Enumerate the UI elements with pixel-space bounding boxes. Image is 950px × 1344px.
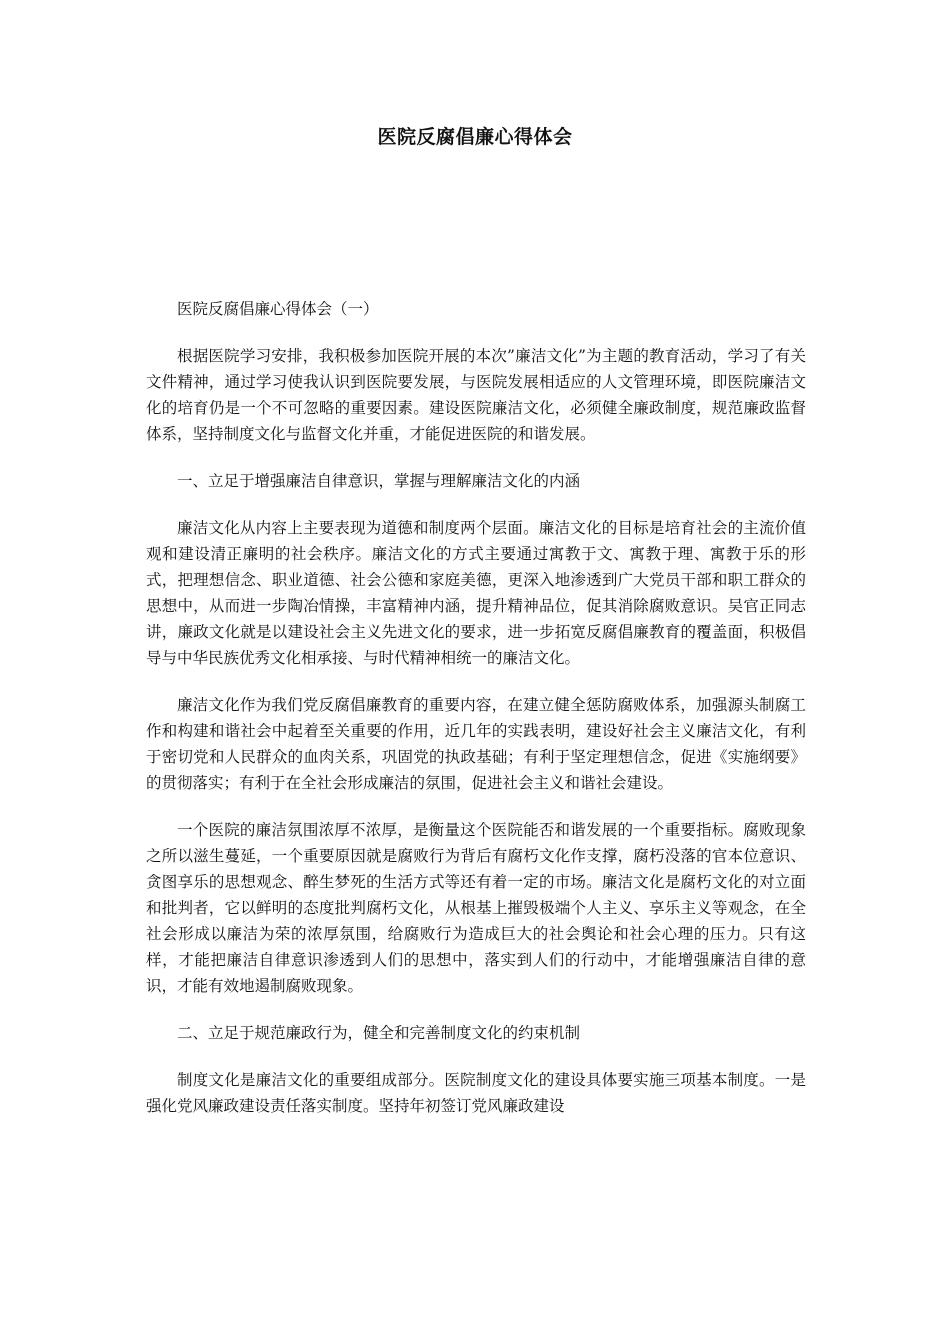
paragraph-intro: 根据医院学习安排，我积极参加医院开展的本次”廉洁文化”为主题的教育活动，学习了有关文件精神，通过学习使我认识到医院要发展，与医院发展相适应的人文管理环境，即医院廉洁文化的培育仍是一个不可忽略的重要因素。建设医院廉洁文化，必须健全廉政制度，规范廉政监督体系，坚持制度文化与监督文化并重，才能促进医院的和谐发展。 [146,347,806,443]
section-heading-two: 二、立足于规范廉政行为，健全和完善制度文化的约束机制 [177,1024,581,1042]
document-title: 医院反腐倡廉心得体会 [377,126,573,148]
paragraph-hospital-atmosphere: 一个医院的廉洁氛围浓厚不浓厚，是衡量这个医院能否和谐发展的一个重要指标。腐败现象之所以滋生蔓延，一个重要原因就是腐败行为背后有腐朽文化作支撑，腐朽没落的官本位意识、贪图享乐的思想观念、醉生梦死的生活方式等还有着一定的市场。廉洁文化是腐朽文化的对立面和批判者，它以鲜明的态度批判腐朽文化，从根基上摧毁极端个人主义、享乐主义等观念，在全社会形成以廉洁为荣的浓厚氛围，给腐败行为造成巨大的社会舆论和社会心理的压力。只有这样，才能把廉洁自律意识渗透到人们的思想中，落实到人们的行动中，才能增强廉洁自律的意识，才能有效地遏制腐败现象。 [146,821,806,995]
paragraph-culture-role: 廉洁文化作为我们党反腐倡廉教育的重要内容，在建立健全惩防腐败体系，加强源头制腐工作和构建和谐社会中起着至关重要的作用，近几年的实践表明，建设好社会主义廉洁文化，有利于密切党和人民群众的血肉关系，巩固党的执政基础；有利于坚定理想信念，促进《实施纲要》的贯彻落实；有利于在全社会形成廉洁的氛围，促进社会主义和谐社会建设。 [146,696,806,792]
section-heading-part-one: 医院反腐倡廉心得体会（一） [177,300,379,318]
section-heading-one: 一、立足于增强廉洁自律意识，掌握与理解廉洁文化的内涵 [177,472,581,490]
document-body [146,296,806,1140]
paragraph-institutional-culture: 制度文化是廉洁文化的重要组成部分。医院制度文化的建设具体要实施三项基本制度。一是强化党风廉政建设责任落实制度。坚持年初签订党风廉政建设 [146,1071,806,1115]
paragraph-culture-content: 廉洁文化从内容上主要表现为道德和制度两个层面。廉洁文化的目标是培育社会的主流价值观和建设清正廉明的社会秩序。廉洁文化的方式主要通过寓教于文、寓教于理、寓教于乐的形式，把理想信念、职业道德、社会公德和家庭美德，更深入地渗透到广大党员干部和职工群众的思想中，从而进一步陶冶情操，丰富精神内涵，提升精神品位，促其消除腐败意识。吴官正同志讲，廉政文化就是以建设社会主义先进文化的要求，进一步拓宽反腐倡廉教育的覆盖面，积极倡导与中华民族优秀文化相承接、与时代精神相统一的廉洁文化。 [146,519,806,667]
